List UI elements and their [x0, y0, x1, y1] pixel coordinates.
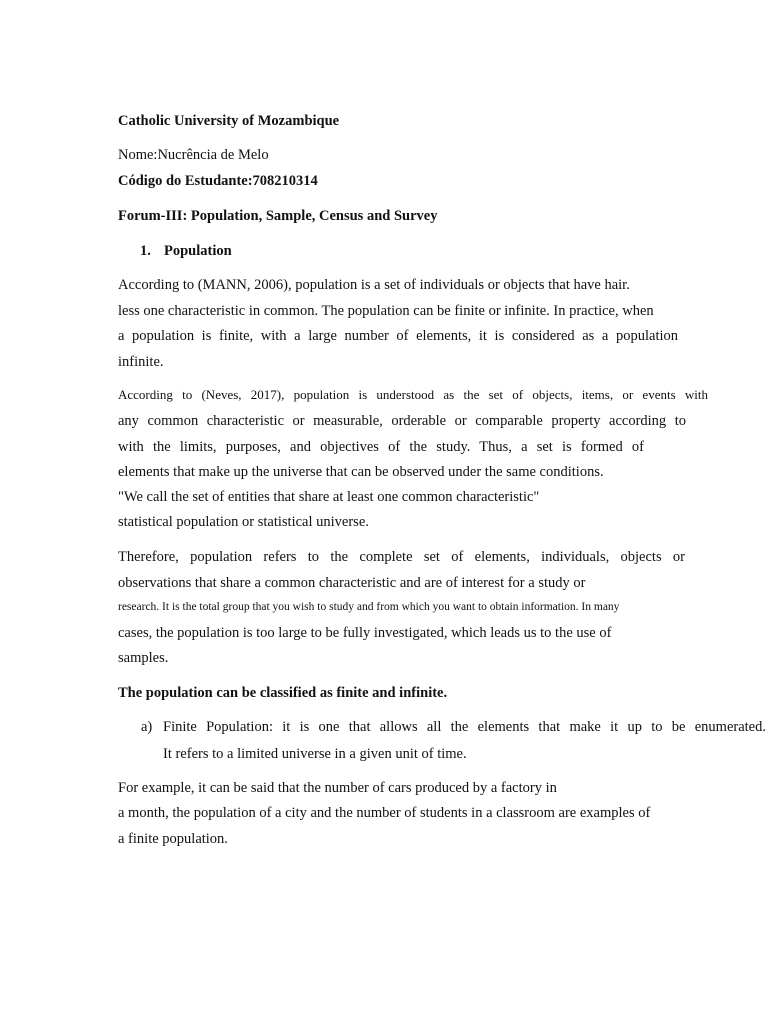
paragraph4-line: a finite population.	[118, 831, 228, 847]
paragraph2-line: any common characteristic or measurable, orderable or comparable property according to	[118, 413, 686, 429]
university-heading: Catholic University of Mozambique	[118, 113, 340, 129]
section-number: 1.	[140, 243, 151, 259]
paragraph1-line: infinite.	[118, 354, 164, 370]
paragraph2-line: "We call the set of entities that share at least one common characteristic"	[118, 489, 540, 505]
paragraph2-line: According to (Neves, 2017), population is understood as the set of objects, items, or events with	[118, 387, 708, 402]
paragraph2-line: with the limits, purposes, and objectives of the study. Thus, a set is formed of	[118, 439, 644, 455]
student-code: Código do Estudante:708210314	[118, 173, 318, 189]
student-name: Nome:Nucrência de Melo	[118, 147, 269, 163]
paragraph3-line: cases, the population is too large to be fully investigated, which leads us to the use of	[118, 625, 612, 641]
paragraph4-line: a month, the population of a city and the number of students in a classroom are examples of	[118, 805, 651, 821]
list-item-line: It refers to a limited universe in a given unit of time.	[163, 746, 467, 762]
paragraph3-line: Therefore, population refers to the complete set of elements, individuals, objects or	[118, 549, 685, 565]
classification-heading: The population can be classified as finite and infinite.	[118, 685, 448, 701]
paragraph2-line: elements that make up the universe that can be observed under the same conditions.	[118, 464, 604, 480]
paragraph4-line: For example, it can be said that the number of cars produced by a factory in	[118, 780, 557, 796]
paragraph1-line: a population is finite, with a large number of elements, it is considered as a population	[118, 328, 678, 344]
paragraph2-line: statistical population or statistical universe.	[118, 514, 369, 530]
list-marker: a)	[141, 719, 153, 735]
paragraph1-line: less one characteristic in common. The population can be finite or infinite. In practice, when	[118, 303, 654, 319]
paragraph3-line: research. It is the total group that you wish to study and from which you want to obtain information. In many	[118, 601, 620, 613]
paragraph3-line: samples.	[118, 650, 169, 666]
forum-title: Forum-III: Population, Sample, Census and Survey	[118, 208, 438, 224]
paragraph3-line: observations that share a common characteristic and are of interest for a study or	[118, 575, 586, 591]
section-title: Population	[164, 243, 232, 259]
list-item-line: Finite Population: it is one that allows all the elements that make it up to be enumerated.	[163, 719, 766, 735]
paragraph1-line: According to (MANN, 2006), population is a set of individuals or objects that have hair.	[118, 277, 630, 293]
